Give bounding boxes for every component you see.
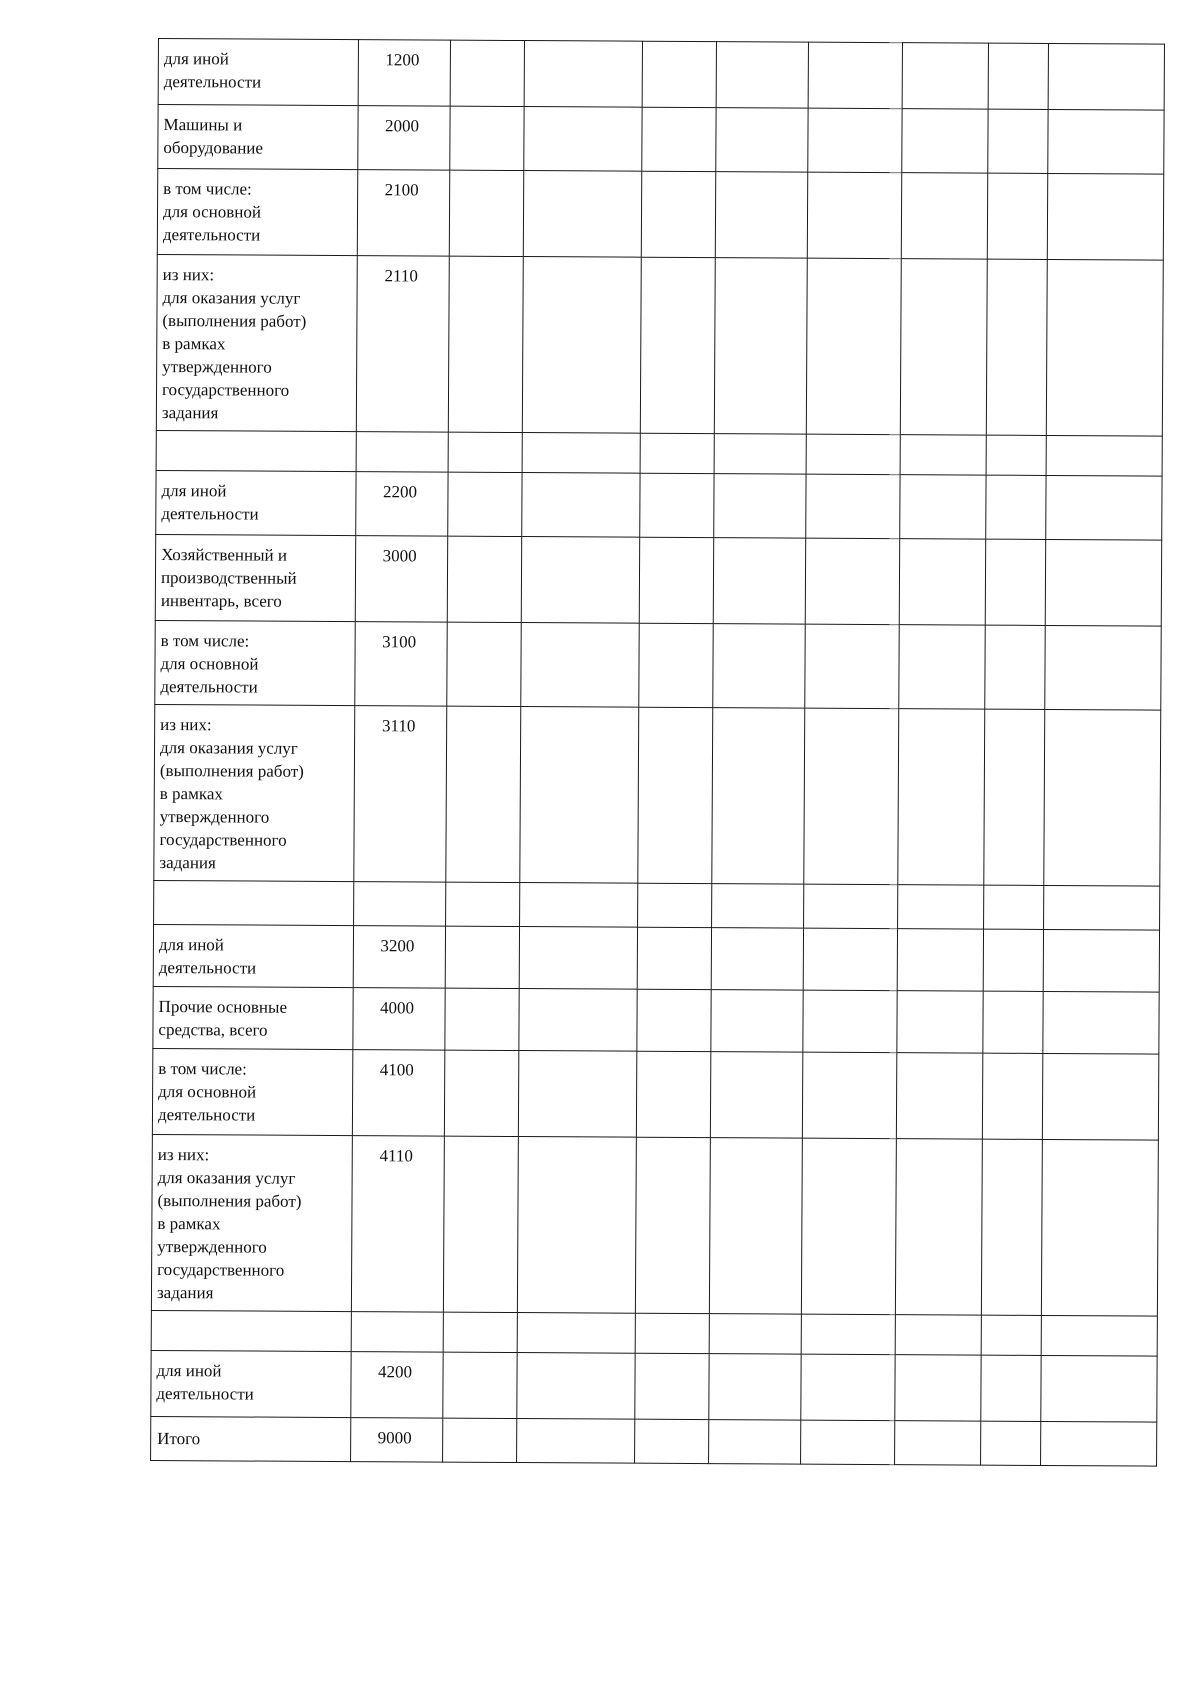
value-cell <box>642 107 716 171</box>
value-cell <box>803 990 897 1053</box>
table-row <box>157 169 1163 261</box>
value-cell <box>984 885 1044 929</box>
value-cell <box>637 927 711 989</box>
value-cell <box>635 1137 710 1313</box>
value-cell <box>981 1139 1042 1315</box>
value-cell <box>808 108 902 173</box>
value-cell <box>522 257 641 434</box>
table-row <box>158 39 1164 111</box>
value-cell <box>447 622 521 706</box>
value-cell <box>716 108 808 173</box>
row-name: для иной деятельности <box>151 1350 351 1417</box>
row-name: в том числе: для основной деятельности <box>152 1048 352 1135</box>
value-cell <box>443 1352 517 1418</box>
row-code <box>354 882 446 927</box>
value-cell <box>517 1313 635 1354</box>
table-row <box>158 105 1164 175</box>
value-cell <box>524 107 642 172</box>
value-cell <box>987 173 1047 259</box>
value-cell <box>981 1315 1041 1355</box>
value-cell <box>637 989 711 1051</box>
row-name: для иной деятельности <box>153 924 353 987</box>
row-name <box>154 880 354 925</box>
table-row <box>155 534 1161 626</box>
value-cell <box>520 883 638 928</box>
value-cell <box>804 884 898 929</box>
value-cell <box>1048 43 1164 110</box>
value-cell <box>642 41 716 107</box>
value-cell <box>1043 991 1159 1054</box>
table-row <box>152 1048 1158 1140</box>
value-cell <box>981 1355 1041 1421</box>
value-cell <box>445 988 519 1050</box>
value-cell <box>988 43 1048 109</box>
row-code <box>356 432 448 473</box>
total-label: Итого <box>151 1416 351 1461</box>
value-cell <box>986 435 1046 475</box>
value-cell <box>807 172 901 259</box>
row-name: из них: для оказания услуг (выполнения работ) в рамках утвержденного государственного задания <box>151 1134 352 1311</box>
value-cell <box>801 1420 895 1465</box>
value-cell <box>983 991 1043 1053</box>
value-cell <box>517 1137 636 1314</box>
value-cell <box>985 539 1045 625</box>
value-cell <box>640 473 714 537</box>
table-row <box>156 254 1163 436</box>
value-cell <box>448 432 522 472</box>
row-code: 3000 <box>355 536 447 623</box>
row-code: 2000 <box>358 106 450 171</box>
table-row <box>153 986 1159 1054</box>
value-cell <box>901 173 987 259</box>
value-cell <box>641 171 715 257</box>
value-cell <box>801 1354 895 1421</box>
value-cell <box>1042 1053 1158 1140</box>
value-cell <box>985 625 1045 709</box>
value-cell <box>897 929 983 991</box>
value-cell <box>710 1052 802 1139</box>
value-cell <box>902 109 988 173</box>
value-cell <box>521 623 639 708</box>
value-cell <box>450 106 524 170</box>
value-cell <box>1041 1315 1157 1356</box>
value-cell <box>982 1053 1042 1139</box>
value-cell <box>709 1314 801 1355</box>
value-cell <box>805 538 899 625</box>
value-cell <box>713 538 805 625</box>
value-cell <box>714 434 806 475</box>
value-cell <box>639 537 713 623</box>
value-cell <box>636 1051 710 1137</box>
value-cell <box>900 435 986 475</box>
table-row <box>156 430 1162 476</box>
value-cell <box>983 929 1043 991</box>
table-row <box>151 1310 1157 1356</box>
value-cell <box>805 624 899 709</box>
value-cell <box>1044 885 1160 930</box>
value-cell <box>446 882 520 926</box>
table-body <box>151 39 1165 1467</box>
value-cell <box>802 1052 896 1139</box>
value-cell <box>1048 109 1164 174</box>
value-cell <box>1045 539 1161 626</box>
fixed-assets-table <box>150 38 1165 1467</box>
row-code: 3110 <box>354 706 447 883</box>
value-cell <box>895 1315 981 1355</box>
value-cell <box>712 708 805 885</box>
value-cell <box>1046 435 1162 476</box>
value-cell <box>517 1419 635 1464</box>
value-cell <box>1041 1355 1157 1422</box>
value-cell <box>714 258 807 435</box>
value-cell <box>519 989 637 1052</box>
value-cell <box>986 475 1046 539</box>
value-cell <box>519 927 637 990</box>
value-cell <box>520 707 639 884</box>
row-name: в том числе: для основной деятельности <box>155 620 355 705</box>
value-cell <box>1043 929 1159 992</box>
row-name: из них: для оказания услуг (выполнения работ) в рамках утвержденного государственного задания <box>154 704 355 881</box>
value-cell <box>714 474 806 539</box>
value-cell <box>899 539 985 625</box>
value-cell <box>449 170 523 256</box>
value-cell <box>524 41 642 108</box>
value-cell <box>635 1313 709 1353</box>
value-cell <box>713 624 805 709</box>
value-cell <box>640 433 714 473</box>
row-code: 1200 <box>358 40 450 107</box>
table-row-total <box>151 1416 1157 1466</box>
value-cell <box>804 708 899 885</box>
row-code: 2100 <box>357 170 449 257</box>
value-cell <box>521 537 639 624</box>
value-cell <box>443 1136 518 1312</box>
row-code <box>351 1312 443 1353</box>
value-cell <box>638 707 713 883</box>
value-cell <box>801 1138 896 1315</box>
value-cell <box>984 709 1045 885</box>
value-cell <box>895 1139 982 1315</box>
value-cell <box>902 43 988 109</box>
table-row <box>153 924 1159 992</box>
row-code: 3100 <box>355 622 447 707</box>
value-cell <box>712 884 804 929</box>
row-name <box>156 430 356 471</box>
value-cell <box>898 709 985 885</box>
row-name: для иной деятельности <box>158 39 358 106</box>
value-cell <box>635 1353 709 1419</box>
value-cell <box>443 1312 517 1352</box>
value-cell <box>443 1418 517 1462</box>
table-row <box>155 620 1161 710</box>
value-cell <box>986 259 1047 435</box>
value-cell <box>896 1053 982 1139</box>
value-cell <box>898 885 984 929</box>
value-cell <box>1047 173 1163 260</box>
value-cell <box>895 1355 981 1421</box>
table-row <box>151 1350 1157 1422</box>
value-cell <box>897 991 983 1053</box>
table-row <box>154 880 1160 930</box>
value-cell <box>517 1353 635 1420</box>
value-cell <box>1045 625 1161 710</box>
value-cell <box>448 472 522 536</box>
value-cell <box>709 1138 802 1315</box>
document-sheet <box>150 38 1164 1467</box>
value-cell <box>709 1354 801 1421</box>
value-cell <box>801 1314 895 1355</box>
value-cell <box>899 625 985 709</box>
value-cell <box>803 928 897 991</box>
value-cell <box>450 40 524 106</box>
value-cell <box>895 1421 981 1465</box>
value-cell <box>1041 1139 1158 1316</box>
value-cell <box>900 259 987 435</box>
value-cell <box>1046 475 1162 540</box>
value-cell <box>1041 1421 1157 1466</box>
row-name <box>151 1310 351 1351</box>
value-cell <box>445 926 519 988</box>
row-code: 4100 <box>352 1050 444 1137</box>
row-name: Машины и оборудование <box>158 105 358 170</box>
value-cell <box>518 1051 636 1138</box>
value-cell <box>716 42 808 109</box>
row-name: для иной деятельности <box>156 470 356 535</box>
row-code: 2110 <box>356 256 449 433</box>
value-cell <box>447 536 521 622</box>
row-code: 3200 <box>353 926 445 989</box>
row-name: Хозяйственный и производственный инвентарь, всего <box>155 534 355 621</box>
value-cell <box>638 883 712 927</box>
value-cell <box>806 474 900 539</box>
row-code: 4200 <box>351 1352 443 1419</box>
value-cell <box>988 109 1048 173</box>
value-cell <box>981 1421 1041 1465</box>
value-cell <box>1046 259 1163 436</box>
value-cell <box>523 171 641 258</box>
total-code: 9000 <box>351 1418 443 1463</box>
value-cell <box>808 42 902 109</box>
value-cell <box>715 172 807 259</box>
value-cell <box>522 473 640 538</box>
table-row <box>156 470 1162 540</box>
value-cell <box>806 434 900 475</box>
value-cell <box>711 928 803 991</box>
value-cell <box>1044 709 1161 886</box>
value-cell <box>444 1050 518 1136</box>
row-name: в том числе: для основной деятельности <box>157 169 357 256</box>
value-cell <box>639 623 713 707</box>
row-code: 4110 <box>351 1136 444 1313</box>
value-cell <box>900 475 986 539</box>
value-cell <box>806 258 901 435</box>
row-code: 2200 <box>356 472 448 537</box>
value-cell <box>640 257 715 433</box>
row-code: 4000 <box>353 988 445 1051</box>
value-cell <box>635 1419 709 1463</box>
value-cell <box>446 706 521 882</box>
value-cell <box>711 990 803 1053</box>
value-cell <box>709 1420 801 1465</box>
row-name: из них: для оказания услуг (выполнения работ) в рамках утвержденного государственного задания <box>156 254 357 431</box>
table-row <box>151 1134 1158 1316</box>
value-cell <box>448 256 523 432</box>
value-cell <box>522 433 640 474</box>
table-row <box>154 704 1161 886</box>
row-name: Прочие основные средства, всего <box>153 986 353 1049</box>
